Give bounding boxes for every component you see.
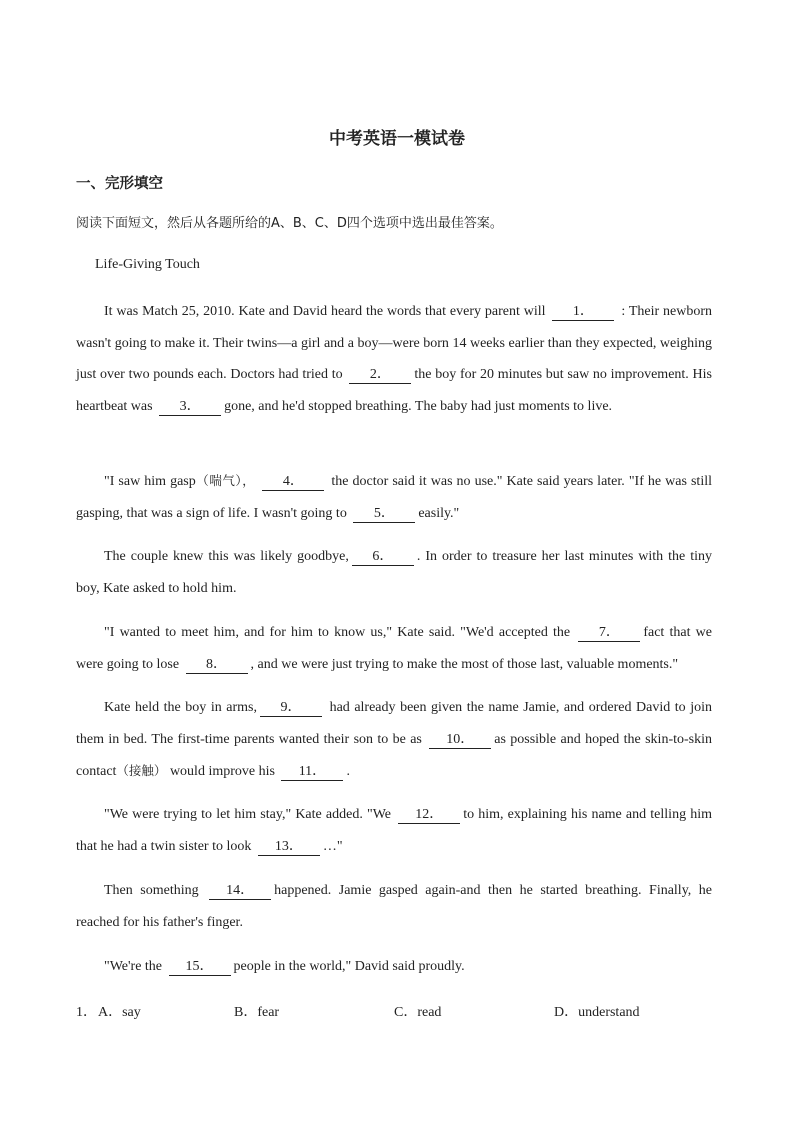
paragraph-3 [76,541,712,604]
blank-3[interactable]: 3． [159,399,221,416]
story-title: Life-Giving Touch [95,257,200,272]
option-c[interactable]: C．read [394,1005,442,1020]
text: "I wanted to meet him, and for him to know us," Kate said. "We'd accepted the [104,625,571,640]
text: would improve his [169,764,275,779]
blank-15[interactable]: 15． [169,959,231,976]
blank-9[interactable]: 9． [260,700,322,717]
option-a[interactable]: A．say [98,1005,141,1020]
text: as possible and hoped the skin-to-skin contact [76,731,712,779]
instructions: 阅读下面短文，然后从各题所给的A、B、C、D四个选项中选出最佳答案。 [76,216,503,231]
text: the boy for 20 minutes but saw no improvement. His heartbeat was [76,367,712,414]
section-heading: 一、完形填空 [76,176,163,192]
text: …" [322,838,343,854]
text: to him, explaining his name and telling him that he had a twin sister to look [76,807,713,854]
blank-2[interactable]: 2． [349,367,411,384]
blank-5[interactable]: 5． [353,506,415,523]
text: Kate held the boy in arms, [104,700,257,715]
text: , and we were just trying to make the most of those last, valuable moments." [250,656,679,672]
page-title: 中考英语一模试卷 [329,129,465,149]
blank-4[interactable]: 4． [262,474,324,491]
text: . In order to treasure her last minutes with the tiny boy, Kate asked to hold him. [76,549,712,596]
blank-14[interactable]: 14． [209,883,271,900]
blank-6[interactable]: 6． [352,549,414,566]
paragraph-4 [76,617,712,680]
blank-10[interactable]: 10． [429,732,491,749]
text: happened. Jamie gasped again-and then he started breathing. Finally, he reached for his father's finger. [76,883,713,930]
text: . [346,764,350,779]
paragraph-5 [76,692,712,788]
paragraph-8 [76,951,712,983]
blank-7[interactable]: 7． [578,625,640,642]
text: Then something [104,883,199,898]
text: people in the world," David said proudly. [233,959,465,974]
text: "We were trying to let him stay," Kate added. "We [104,807,392,822]
question-number: 1． [76,1005,97,1020]
text: "We're the [104,959,163,974]
text: "I saw him gasp [104,474,196,489]
text: easily." [418,505,460,521]
blank-13[interactable]: 13． [258,839,320,856]
blank-8[interactable]: 8． [186,657,248,674]
text: gone, and he'd stopped breathing. The baby had just moments to live. [224,398,613,414]
text: The couple knew this was likely goodbye, [104,549,349,564]
text: fact that we were going to lose [76,625,713,672]
paragraph-7 [76,875,712,938]
option-b[interactable]: B．fear [234,1005,280,1020]
chinese-gloss: （喘气）， [195,473,256,488]
paragraph-6 [76,799,712,862]
blank-11[interactable]: 11． [281,764,343,781]
text: the doctor said it was no use." Kate said years later. "If he was still gasping, that was a sign of life. I wasn't going to [76,474,712,521]
option-d[interactable]: D．understand [554,1005,640,1020]
text: : Their newborn wasn't going to make it. Their twins—a girl and a boy—were born 14 weeks earlier than they expected, weighing just over two pounds each. Doctors had tried to [76,304,713,382]
blank-1[interactable]: 1． [552,304,614,321]
chinese-gloss: （接触） [116,763,167,778]
blank-12[interactable]: 12． [398,807,460,824]
text: had already been given the name Jamie, and ordered David to join them in bed. The first-time parents wanted their son to be as [76,700,712,747]
paragraph-1 [76,296,712,422]
paragraph-2 [76,465,712,529]
text: It was Match 25, 2010. Kate and David heard the words that every parent will [104,304,546,319]
